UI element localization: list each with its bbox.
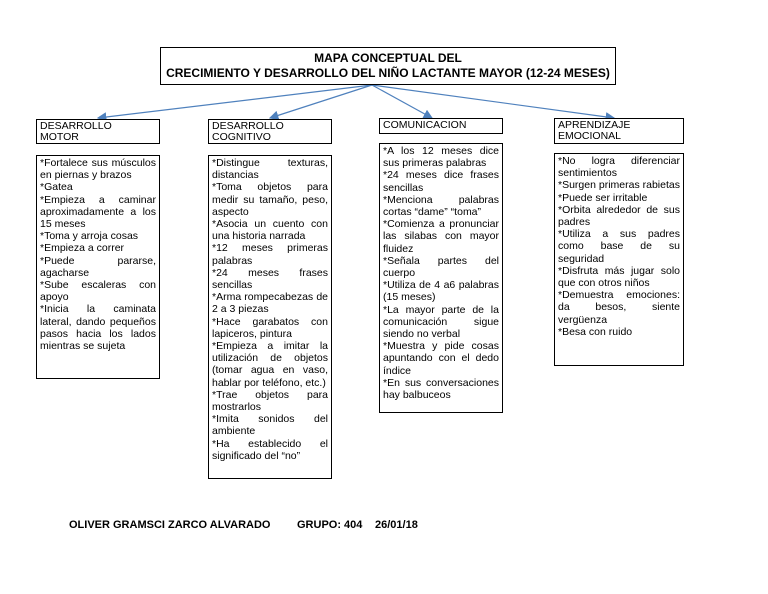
- content-desarrollo-motor: [36, 155, 160, 379]
- list-item: *La mayor parte de la comunicación sigue siendo no verbal: [383, 303, 499, 341]
- content-aprendizaje-emocional: [554, 153, 684, 366]
- header-line: EMOCIONAL: [558, 130, 622, 142]
- list-item: *Empieza a caminar aproximadamente a los 15 meses: [40, 193, 156, 231]
- content-comunicacion: [379, 143, 503, 413]
- footer-date: 26/01/18: [375, 519, 418, 531]
- list-item: *24 meses dice frases sencillas: [383, 169, 499, 194]
- list-item: *Asocia un cuento con una historia narrada: [212, 218, 328, 243]
- list-item: *Gatea: [40, 181, 73, 194]
- title-line-2: CRECIMIENTO Y DESARROLLO DEL NIÑO LACTANTE MAYOR (12-24 MESES): [166, 66, 610, 80]
- list-item: *Hace garabatos con lapiceros, pintura: [212, 315, 328, 340]
- footer-group: GRUPO: 404: [297, 519, 363, 531]
- arrow-to-motor: [98, 85, 372, 118]
- list-item: *Demuestra emociones: da besos, siente vergüenza: [558, 289, 680, 326]
- list-item: *No logra diferenciar sentimientos: [558, 155, 680, 180]
- footer-author: OLIVER GRAMSCI ZARCO ALVARADO: [69, 519, 271, 531]
- list-item: *Menciona palabras cortas “dame” “toma”: [383, 193, 499, 219]
- header-desarrollo-motor: [36, 119, 160, 144]
- header-line: MOTOR: [40, 131, 79, 143]
- list-item: *Puede ser irritable: [558, 191, 648, 204]
- list-item: *Empieza a imitar la utilización de objetos (tomar agua en vaso, hablar por teléfono, etc.): [212, 340, 328, 389]
- arrow-to-emocional: [372, 85, 614, 118]
- list-item: *Fortalece sus músculos en piernas y brazos: [40, 157, 156, 182]
- list-item: *Toma y arroja cosas: [40, 230, 139, 243]
- list-item: *Distingue texturas, distancias: [212, 157, 328, 182]
- header-line: APRENDIZAJE: [558, 119, 631, 131]
- title-line-1: MAPA CONCEPTUAL DEL: [314, 51, 462, 65]
- list-item: *A los 12 meses dice sus primeras palabras: [383, 145, 499, 170]
- list-item: *Ha establecido el significado del “no”: [212, 437, 328, 462]
- list-item: *En sus conversaciones hay balbuceos: [383, 376, 499, 402]
- list-item: *Utiliza a sus padres como base de su seguridad: [558, 228, 680, 265]
- list-item: *Muestra y pide cosas apuntando con el dedo índice: [383, 340, 499, 377]
- header-line: DESARROLLO: [40, 120, 112, 132]
- list-item: *Comienza a pronunciar las silabas con mayor fluidez: [383, 218, 499, 255]
- list-item: *Surgen primeras rabietas: [558, 179, 680, 192]
- list-item: *Toma objetos para medir su tamaño, peso, aspecto: [212, 181, 328, 218]
- list-item: *Sube escaleras con apoyo: [40, 279, 156, 304]
- list-item: *12 meses primeras palabras: [212, 242, 328, 267]
- concept-map-title: [160, 47, 616, 85]
- list-item: *Trae objetos para mostrarlos: [212, 388, 328, 414]
- arrow-to-comunicacion: [372, 85, 432, 118]
- list-item: *Arma rompecabezas de 2 a 3 piezas: [212, 291, 328, 316]
- header-line: COGNITIVO: [212, 131, 271, 143]
- list-item: *Puede pararse, agacharse: [40, 254, 156, 279]
- list-item: *Inicia la caminata lateral, dando pequeños pasos hacia los lados mientras se sujeta: [40, 303, 156, 353]
- list-item: *Señala partes del cuerpo: [383, 254, 499, 280]
- header-aprendizaje-emocional: [554, 118, 684, 144]
- list-item: *24 meses frases sencillas: [212, 266, 328, 292]
- arrow-to-cognitivo: [270, 85, 372, 118]
- list-item: *Besa con ruido: [558, 325, 633, 338]
- list-item: *Orbita alrededor de sus padres: [558, 203, 680, 229]
- list-item: *Imita sonidos del ambiente: [212, 413, 328, 438]
- list-item: *Utiliza de 4 a6 palabras (15 meses): [383, 279, 499, 304]
- list-item: *Disfruta más jugar solo que con otros niños: [558, 264, 680, 290]
- list-item: *Empieza a correr: [40, 242, 125, 255]
- header-line: DESARROLLO: [212, 120, 284, 132]
- header-desarrollo-cognitivo: [208, 119, 332, 144]
- header-line: COMUNICACION: [383, 119, 467, 131]
- content-desarrollo-cognitivo: [208, 155, 332, 479]
- header-comunicacion: [379, 118, 503, 134]
